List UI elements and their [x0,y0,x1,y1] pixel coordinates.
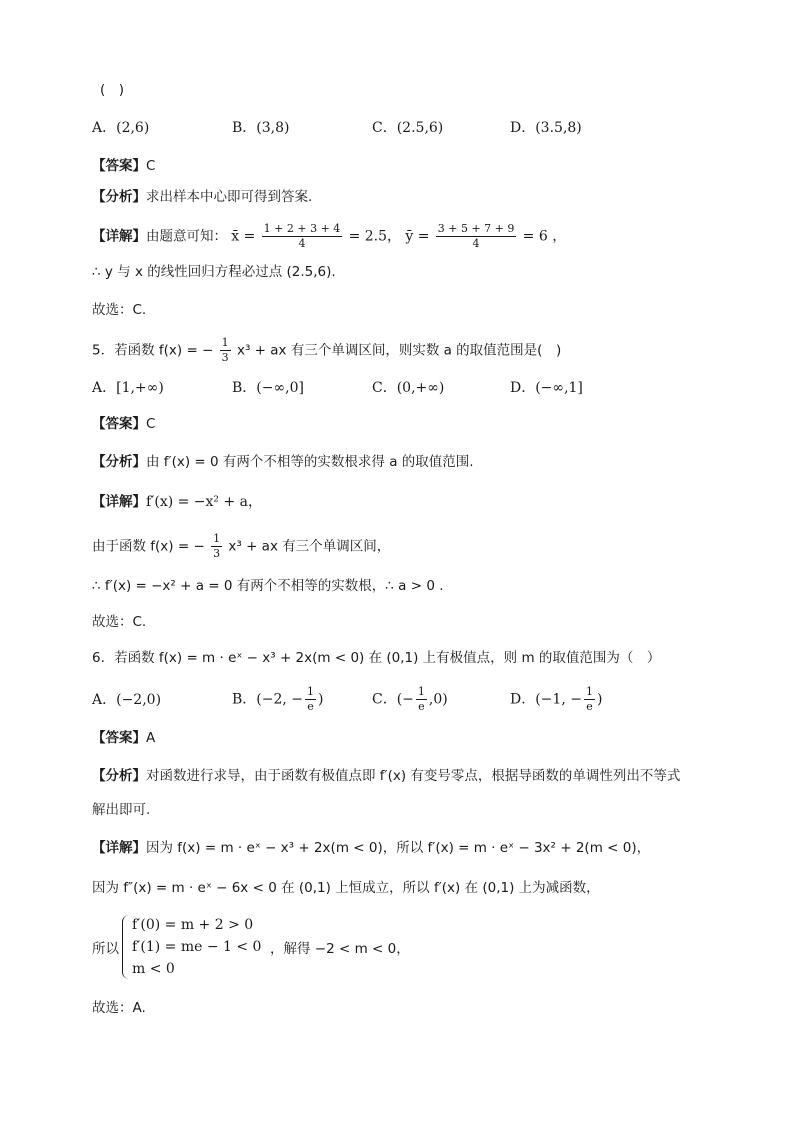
q6-option-d-prefix: D．(−1, − [510,691,582,708]
q4-option-a: A．(2,6) [92,120,150,136]
fraction-denominator: 3 [221,351,229,364]
q5-detail-line [92,492,262,512]
q5-analysis-line [92,452,474,472]
q5-line2-part1: 由于函数 f(x) = − [92,538,205,555]
answer-tag: 【答案】 [92,158,146,174]
fraction-numerator: 1 [307,685,315,698]
q6-answer: A [146,730,156,746]
q6-option-b-suffix: ) [318,691,324,708]
detail-tag: 【详解】 [92,840,146,856]
q6-system-row-3: m < 0 [132,961,175,977]
analysis-tag: 【分析】 [92,189,146,205]
q6-stem: 6．若函数 f(x) = m · eˣ − x³ + 2x(m < 0) 在 (0,1) 上有极值点，则 m 的取值范围为（ ） [92,650,661,666]
q6-answer-line [92,728,155,748]
fraction-denominator: 4 [298,237,306,250]
q5-detail: f′(x) = −x² + a， [146,494,263,510]
fraction-numerator: 1 + 2 + 3 + 4 [263,222,341,235]
q6-system-prefix: 所以 [92,941,119,957]
q5-analysis: 由 f′(x) = 0 有两个不相等的实数根求得 a 的取值范围. [146,454,474,470]
q6-option-c-suffix: ,0) [428,691,448,708]
q6-option-a: A．(−2,0) [92,692,162,708]
q4-paren: ( ) [100,82,125,98]
q4-ybar-result: = 6 ， [522,228,567,245]
q6-option-b-prefix: B．(−2, − [232,691,304,708]
q4-option-b: B．(3,8) [232,120,290,136]
q5-line2-fraction [211,532,222,561]
q6-option-d-suffix: ) [596,691,603,708]
q6-system-row-1: f′(0) = m + 2 > 0 [132,917,254,933]
q6-system-row-2: f′(1) = me − 1 < 0 [132,939,262,955]
q5-stem [92,336,561,365]
analysis-tag: 【分析】 [92,768,146,784]
q5-option-c: C．(0,+∞) [372,380,445,396]
q5-line2-part2: x³ + ax 有三个单调区间， [228,538,391,555]
q6-detail: 因为 f(x) = m · eˣ − x³ + 2x(m < 0)，所以 f′(x) = m · eˣ − 3x² + 2(m < 0)， [146,840,651,856]
q5-line3: ∴ f′(x) = −x² + a = 0 有两个不相等的实数根，∴ a > 0 . [92,578,444,594]
q4-option-d: D．(3.5,8) [510,120,582,136]
q5-answer-line [92,414,155,434]
q6-analysis-line [92,766,680,786]
q6-system-result: ，解得 −2 < m < 0， [270,941,410,957]
q6-option-d-fraction [584,685,595,714]
fraction-denominator: e [307,700,314,713]
q6-option-c-prefix: C．(− [372,691,414,708]
q6-option-c-fraction [416,685,427,714]
q5-option-d: D．(−∞,1] [510,380,583,396]
q5-fraction [220,336,231,365]
q5-choice: 故选：C. [92,614,147,630]
analysis-tag: 【分析】 [92,454,146,470]
q5-line2 [92,532,390,561]
detail-tag: 【详解】 [92,494,146,510]
q6-detail-line [92,838,650,858]
fraction-denominator: 3 [213,547,221,560]
fraction-numerator: 1 [221,336,229,349]
q4-xbar-result: = 2.5， [348,228,402,245]
fraction-numerator: 1 [585,685,593,698]
q6-analysis-2: 解出即可. [92,802,151,818]
q4-ybar: ȳ = [405,228,430,245]
brace-icon [122,915,129,979]
q6-option-c [372,685,448,714]
q6-line2: 因为 f″(x) = m · eˣ − 6x < 0 在 (0,1) 上恒成立，所以 f′(x) 在 (0,1) 上为减函数， [92,880,600,896]
fraction-denominator: 4 [472,237,480,250]
fraction-numerator: 1 [213,532,221,545]
q4-option-c: C．(2.5,6) [372,120,444,136]
detail-tag: 【详解】 [92,228,146,245]
q6-analysis-1: 对函数进行求导，由于函数有极值点即 f′(x) 有变号零点，根据导函数的单调性列出不等式 [146,768,681,784]
q4-detail-line [92,222,566,251]
fraction-denominator: e [418,700,425,713]
q5-stem-part1: 5．若函数 f(x) = − [92,342,214,359]
answer-tag: 【答案】 [92,416,146,432]
q4-xbar-fraction [262,222,343,251]
fraction-numerator: 1 [417,685,425,698]
q4-analysis-line [92,187,312,207]
q4-conclusion: ∴ y 与 x 的线性回归方程必过点 (2.5,6). [92,264,336,280]
q4-choice: 故选：C. [92,302,147,318]
fraction-numerator: 3 + 5 + 7 + 9 [437,222,515,235]
q4-xbar: x̄ = [231,228,256,245]
q5-option-b: B．(−∞,0] [232,380,304,396]
q5-answer: C [146,416,156,432]
q4-detail-prefix: 由题意可知： [146,228,227,245]
q6-choice: 故选：A. [92,1000,146,1016]
q6-option-d [510,685,602,714]
fraction-denominator: e [586,700,593,713]
q4-analysis: 求出样本中心即可得到答案. [146,189,313,205]
q5-stem-part2: x³ + ax 有三个单调区间，则实数 a 的取值范围是( ) [236,342,562,359]
q5-option-a: A．[1,+∞) [92,380,164,396]
q4-ybar-fraction [436,222,517,251]
q4-answer-line [92,156,155,176]
answer-tag: 【答案】 [92,730,146,746]
q4-answer: C [146,158,156,174]
q6-option-b-fraction [305,685,316,714]
q6-option-b [232,685,324,714]
